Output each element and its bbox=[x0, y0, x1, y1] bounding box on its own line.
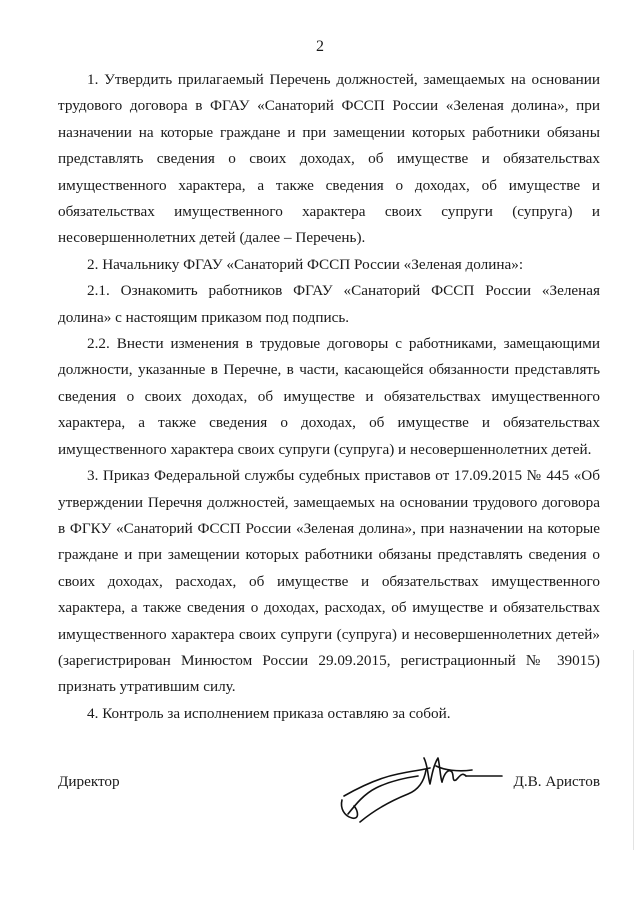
signer-name: Д.В. Аристов bbox=[513, 773, 600, 790]
document-body bbox=[58, 67, 600, 727]
scan-edge-mark bbox=[633, 650, 634, 850]
page-number: 2 bbox=[316, 38, 324, 55]
paragraph-2-1: 2.1. Ознакомить работников ФГАУ «Санаторий ФССП России «Зеленая долина» с настоящим приказом под подпись. bbox=[58, 282, 600, 326]
signature-row bbox=[58, 773, 600, 797]
handwritten-signature bbox=[338, 748, 508, 828]
signer-role: Директор bbox=[58, 773, 120, 790]
paragraph-1: 1. Утвердить прилагаемый Перечень должностей, замещаемых на основании трудового договора в ФГАУ «Санаторий ФССП России «Зеленая долина», при назначении на которые граждане и при замещении которых работники обязаны представлять сведения о своих доходах, об имуществе и обязательствах имущественного характера, а также сведения о доходах, об имуществе и обязательствах имущественного характера своих супруги (супруга) и несовершеннолетних детей (далее – Перечень). bbox=[58, 71, 600, 247]
paragraph-4: 4. Контроль за исполнением приказа оставляю за собой. bbox=[87, 704, 451, 722]
paragraph-2-2: 2.2. Внести изменения в трудовые договоры с работниками, замещающими должности, указанные в Перечне, в части, касающейся обязанности представлять сведения о своих доходах, об имуществе и обязательствах имущественного характера, а также сведения о доходах, об имуществе и обязательствах имущественного характера своих супруги (супруга) и несовершеннолетних детей. bbox=[58, 335, 600, 458]
paragraph-3: 3. Приказ Федеральной службы судебных приставов от 17.09.2015 № 445 «Об утверждении Перечня должностей, замещаемых на основании трудового договора в ФГКУ «Санаторий ФССП России «Зеленая долина», при назначении на которые граждане и при замещении которых работники обязаны представлять сведения о своих доходах, расходах, об имуществе и обязательствах имущественного характера, а также сведения о доходах, расходах, об имуществе и обязательствах имущественного характера своих супруги (супруга) и несовершеннолетних детей» (зарегистрирован Минюстом России 29.09.2015, регистрационный № 39015) признать утратившим силу. bbox=[58, 467, 600, 696]
paragraph-2: 2. Начальнику ФГАУ «Санаторий ФССП России «Зеленая долина»: bbox=[87, 255, 524, 273]
